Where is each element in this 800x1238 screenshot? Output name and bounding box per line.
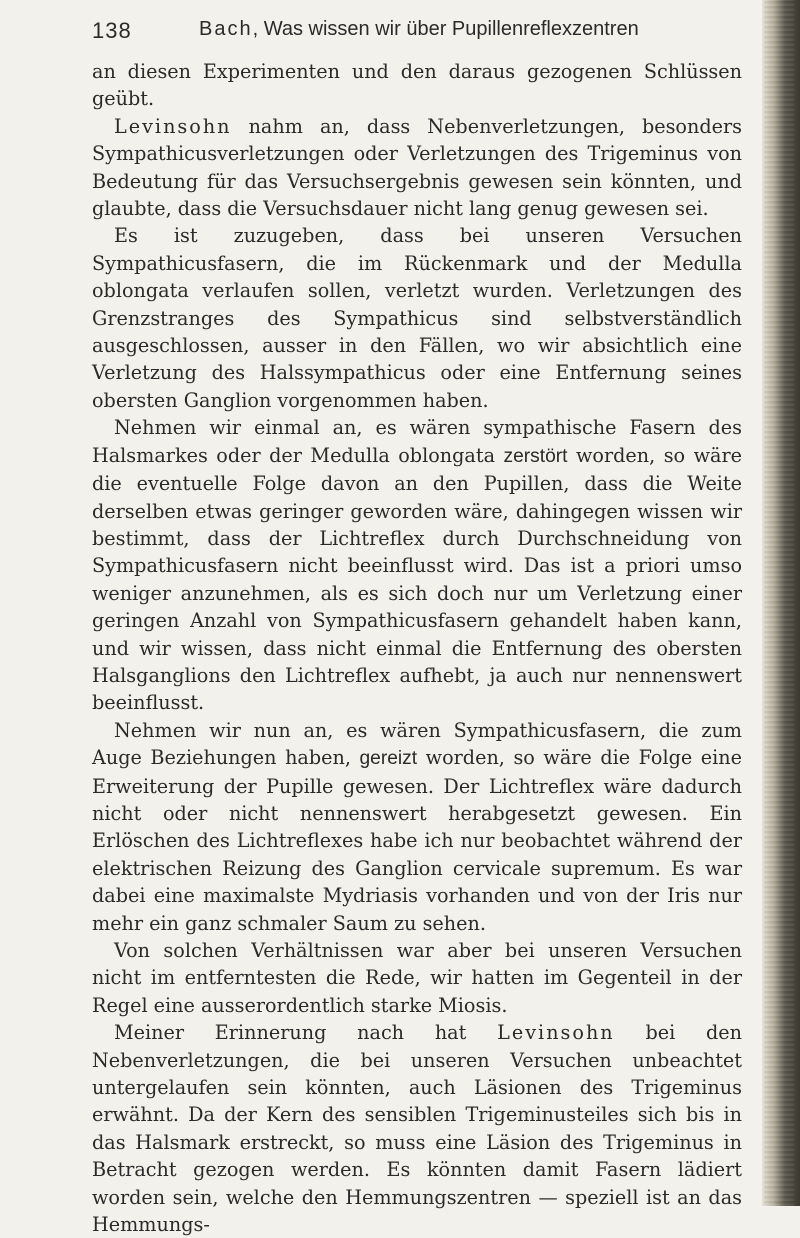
paragraph-4 xyxy=(92,414,742,716)
paragraph-1 xyxy=(92,58,742,113)
paragraph-text: bei den Nebenverletzungen, die bei unseren Versuchen unbeachtet untergelaufen sein könnten, auch Läsionen des Trigeminus erwähnt. Da der Kern des sensiblen Trigeminusteiles sich bis in das Halsmark erstreckt, so muss eine Läsion des Trigeminus in Betracht gezogen werden. Es könnten damit Fasern lädiert worden sein, welche den Hemmungszentren — speziell ist an das Hemmungs- xyxy=(92,1021,743,1237)
author-name-spaced: Levinsohn xyxy=(114,114,232,138)
running-head-title: Was wissen wir über Pupillenreflexzentren xyxy=(263,18,639,40)
paragraph-5 xyxy=(92,717,742,937)
paragraph-7 xyxy=(92,1019,742,1238)
paragraph-text: nahm an, dass Nebenverletzungen, besonders Sympathicusverletzungen oder Verletzungen des Trigeminus von Bedeutung für das Versuchsergebnis gewesen sein könnten, und glaubte, dass die Versuchsdauer nicht lang genug gewesen sei. xyxy=(92,114,742,221)
paragraph-text: Nehmen wir einmal an, es wären sympathische Fasern des Halsmarkes oder der Medulla oblongata xyxy=(92,416,742,467)
page-edge-texture xyxy=(764,0,794,1206)
paragraph-text: Von solchen Verhältnissen war aber bei unseren Versuchen nicht im entferntesten die Rede, wir hatten im Gegenteil in der Regel eine ausserordentlich starke Miosis. xyxy=(92,939,742,1017)
page-header xyxy=(92,18,742,52)
running-head: Bach, Was wissen wir über Pupillenreflexzentren xyxy=(199,18,639,40)
emphasis-word: zerstört xyxy=(503,445,568,467)
paragraph-text: Nehmen wir nun an, es wären Sympathicusfasern, die zum Auge Beziehungen haben, xyxy=(92,718,742,770)
paragraph-3 xyxy=(92,222,742,414)
paragraph-text: an diesen Experimenten und den daraus gezogenen Schlüssen geübt. xyxy=(92,60,742,111)
running-head-author: Bach xyxy=(199,18,253,40)
paragraph-text: Meiner Erinnerung nach hat xyxy=(114,1021,498,1045)
paragraph-text: Es ist zuzugeben, dass bei unseren Versuchen Sympathicusfasern, die im Rückenmark und der Medulla oblongata verlaufen sollen, verletzt wurden. Verletzungen des Grenzstranges des Sympathicus sind selbstverständlich ausgeschlossen, ausser in den Fällen, wo wir absichtlich eine Verletzung des Halssympathicus oder eine Entfernung seines obersten Ganglion vorgenommen haben. xyxy=(92,224,742,412)
paragraph-2 xyxy=(92,113,742,223)
emphasis-word: gereizt xyxy=(359,748,418,770)
paragraph-text: worden, so wäre die Folge eine Erweiterung der Pupille gewesen. Der Lichtreflex wäre dadurch nicht oder nicht nennenswert herabgesetzt gewesen. Ein Erlöschen des Lichtreflexes habe ich nur beobachtet während der elektrischen Reizung des Ganglion cervicale supremum. Es war dabei eine maximalste Mydriasis vorhanden und von der Iris nur mehr ein ganz schmaler Saum zu sehen. xyxy=(92,746,742,935)
paragraph-text: worden, so wäre die eventuelle Folge davon an den Pupillen, dass die Weite derselben etwas geringer geworden wäre, dahingegen wissen wir bestimmt, dass der Lichtreflex durch Durchschneidung von Sympathicusfasern nicht beeinflusst wird. Das ist a priori umso weniger anzunehmen, als es sich doch nur um Verletzung einer geringen Anzahl von Sympathicusfasern gehandelt haben kann, und wir wissen, dass nicht einmal die Entfernung des obersten Halsganglions den Lichtreflex aufhebt, ja auch nur nennenswert beeinflusst. xyxy=(92,443,742,715)
paragraph-6 xyxy=(92,937,742,1019)
author-name-spaced: Levinsohn xyxy=(497,1021,615,1045)
body-text xyxy=(92,58,742,1238)
page-number: 138 xyxy=(92,18,132,43)
